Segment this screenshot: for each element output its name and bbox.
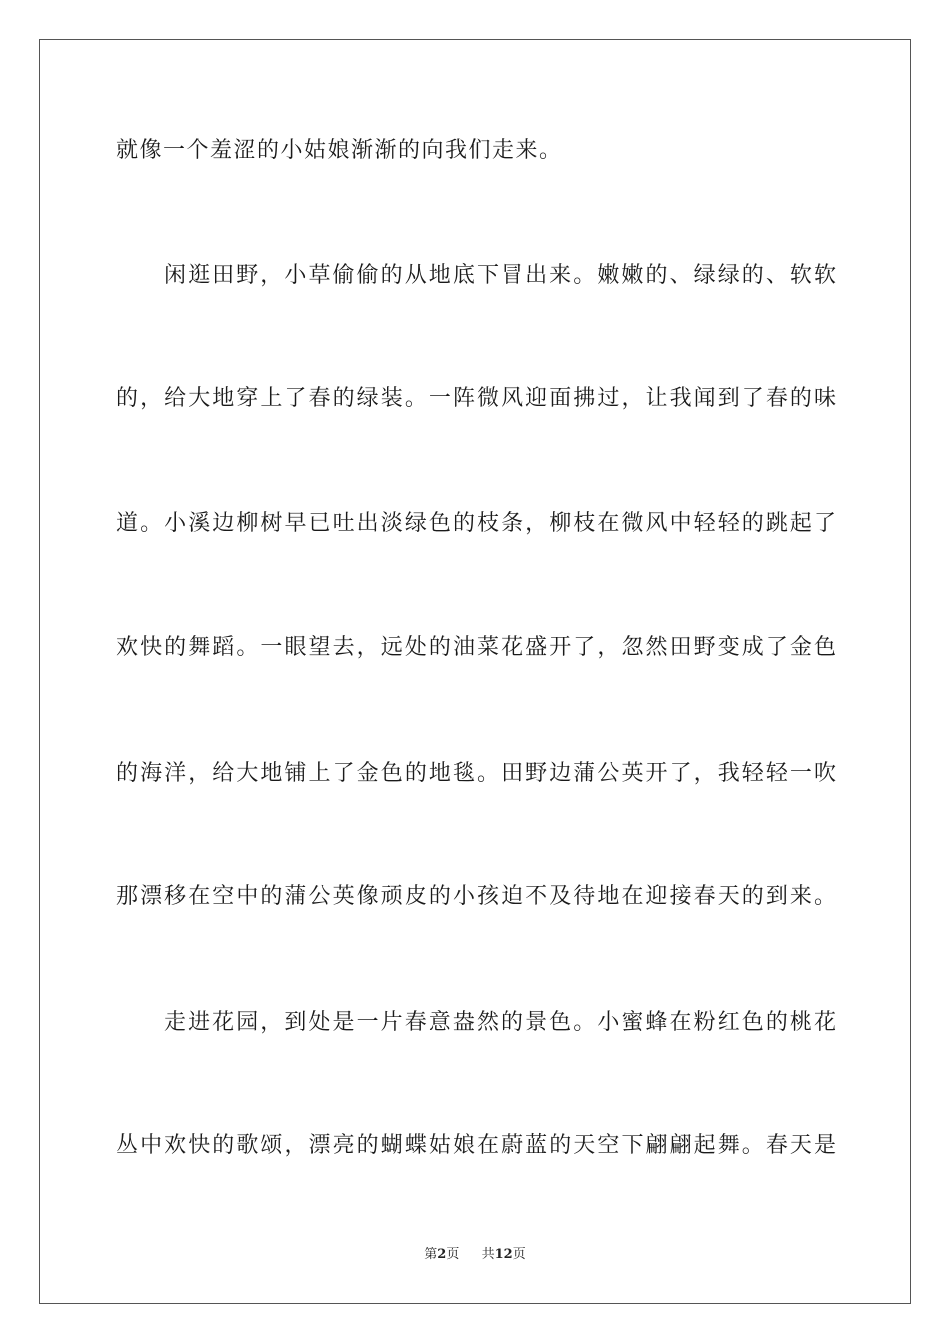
page-suffix: 页 <box>446 1247 460 1262</box>
paragraph-line: 丛中欢快的歌颂，漂亮的蝴蝶姑娘在蔚蓝的天空下翩翩起舞。春天是 <box>116 1133 836 1158</box>
paragraph-line: 道。小溪边柳树早已吐出淡绿色的枝条，柳枝在微风中轻轻的跳起了 <box>116 511 836 536</box>
paragraph-line: 走进花园，到处是一片春意盎然的景色。小蜜蜂在粉红色的桃花 <box>164 1010 836 1035</box>
paragraph-line: 那漂移在空中的蒲公英像顽皮的小孩迫不及待地在迎接春天的到来。 <box>116 884 836 909</box>
total-prefix: 共 <box>481 1247 495 1262</box>
total-suffix: 页 <box>512 1247 526 1262</box>
page-prefix: 第 <box>424 1247 438 1262</box>
paragraph-line: 的，给大地穿上了春的绿装。一阵微风迎面拂过，让我闻到了春的味 <box>116 386 836 411</box>
page-border <box>39 39 911 1304</box>
page-footer <box>0 1245 950 1265</box>
paragraph-line: 闲逛田野，小草偷偷的从地底下冒出来。嫩嫩的、绿绿的、软软 <box>164 263 836 288</box>
paragraph-line: 欢快的舞蹈。一眼望去，远处的油菜花盛开了，忽然田野变成了金色 <box>116 635 836 660</box>
total-pages: 12 <box>494 1247 513 1262</box>
paragraph-line: 的海洋，给大地铺上了金色的地毯。田野边蒲公英开了，我轻轻一吹 <box>116 761 836 786</box>
page-number: 2 <box>437 1247 447 1262</box>
paragraph-line: 就像一个羞涩的小姑娘渐渐的向我们走来。 <box>116 138 563 163</box>
